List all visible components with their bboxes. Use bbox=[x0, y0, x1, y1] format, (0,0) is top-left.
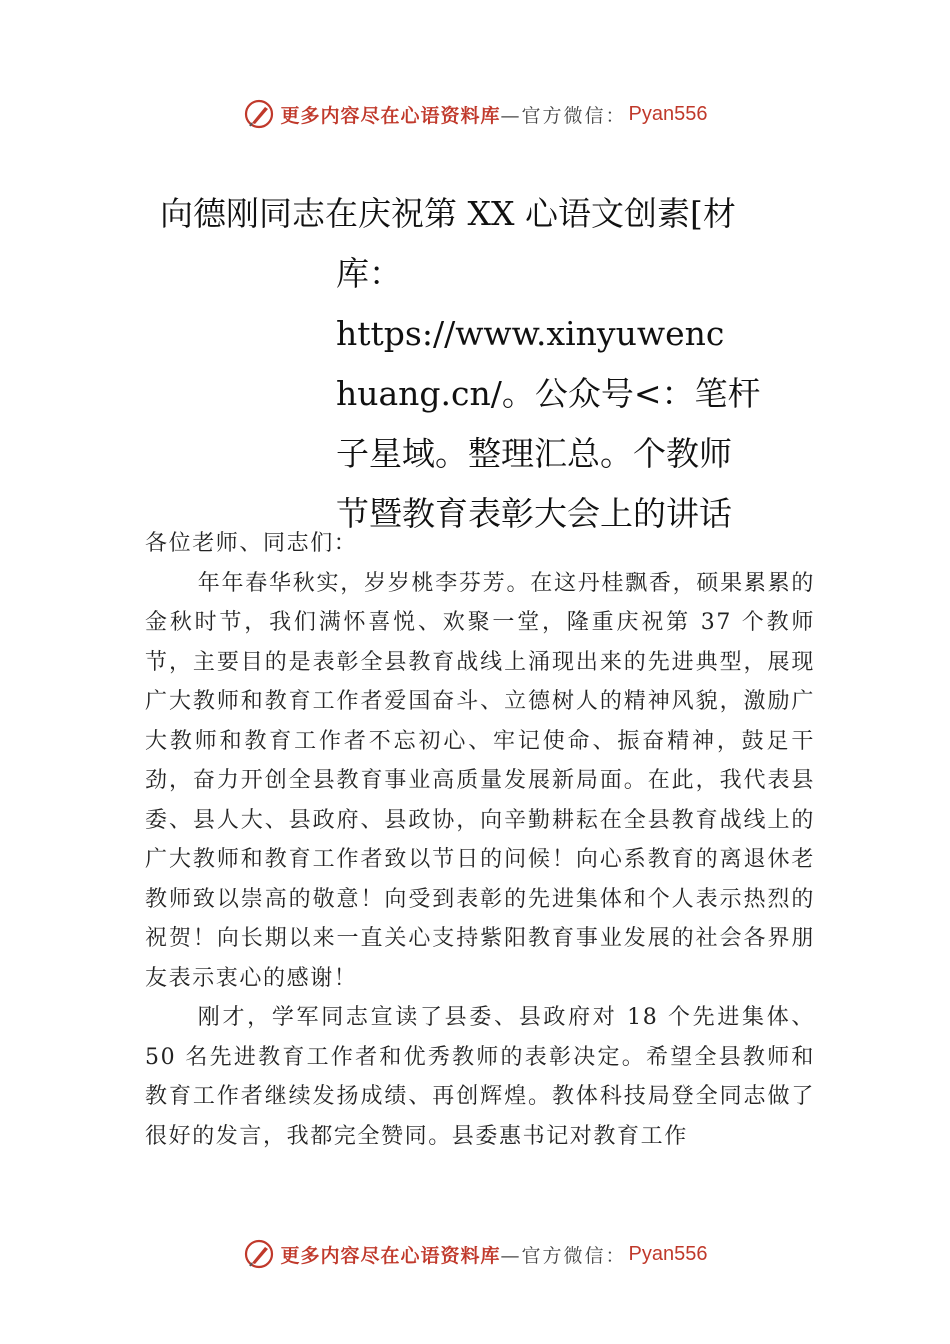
banner-wechat-id: Pyan556 bbox=[628, 102, 708, 125]
banner-sub-text: —官方微信： bbox=[500, 104, 627, 127]
header-watermark-banner bbox=[0, 96, 950, 132]
document-body bbox=[145, 524, 815, 1156]
banner-sub-text: —官方微信： bbox=[500, 1244, 627, 1267]
salutation: 各位老师、同志们： bbox=[145, 531, 358, 556]
title-line-rest: 库：https://www.xinyuwenc huang.cn/。公众号<：笔杆 子星域。整理汇总。个教师 节暨教育表彰大会上的讲话 bbox=[336, 254, 761, 533]
banner-main-text: 更多内容尽在心语资料库 bbox=[280, 104, 501, 127]
banner-main-text: 更多内容尽在心语资料库 bbox=[280, 1244, 501, 1267]
quill-pen-logo-icon bbox=[243, 98, 275, 130]
quill-pen-logo-icon bbox=[243, 1238, 275, 1270]
paragraph: 刚才，学军同志宣读了县委、县政府对 18 个先进集体、50 名先进教育工作者和优秀教师的表彰决定。希望全县教师和教育工作者继续发扬成绩、再创辉煌。教体科技局登全同志做了很好的发言，我都完全赞同。县委惠书记对教育工作 bbox=[145, 1005, 815, 1149]
title-line-first: 向德刚同志在庆祝第 XX 心语文创素[材 bbox=[160, 194, 736, 233]
paragraph: 年年春华秋实，岁岁桃李芬芳。在这丹桂飘香，硕果累累的金秋时节，我们满怀喜悦、欢聚一堂，隆重庆祝第 37 个教师节，主要目的是表彰全县教育战线上涌现出来的先进典型，展现广大教师和教育工作者爱国奋斗、立德树人的精神风貌，激励广大教师和教育工作者不忘初心、牢记使命、振奋精神，鼓足干劲，奋力开创全县教育事业高质量发展新局面。在此，我代表县委、县人大、县政府、县政协，向辛勤耕耘在全县教育战线上的广大教师和教育工作者致以节日的问候！向心系教育的离退休老教师致以崇高的敬意！向受到表彰的先进集体和个人表示热烈的祝贺！向长期以来一直关心支持紫阳教育事业发展的社会各界朋友表示衷心的感谢！ bbox=[145, 570, 815, 991]
banner-wechat-id: Pyan556 bbox=[628, 1242, 708, 1265]
footer-watermark-banner bbox=[0, 1236, 950, 1272]
